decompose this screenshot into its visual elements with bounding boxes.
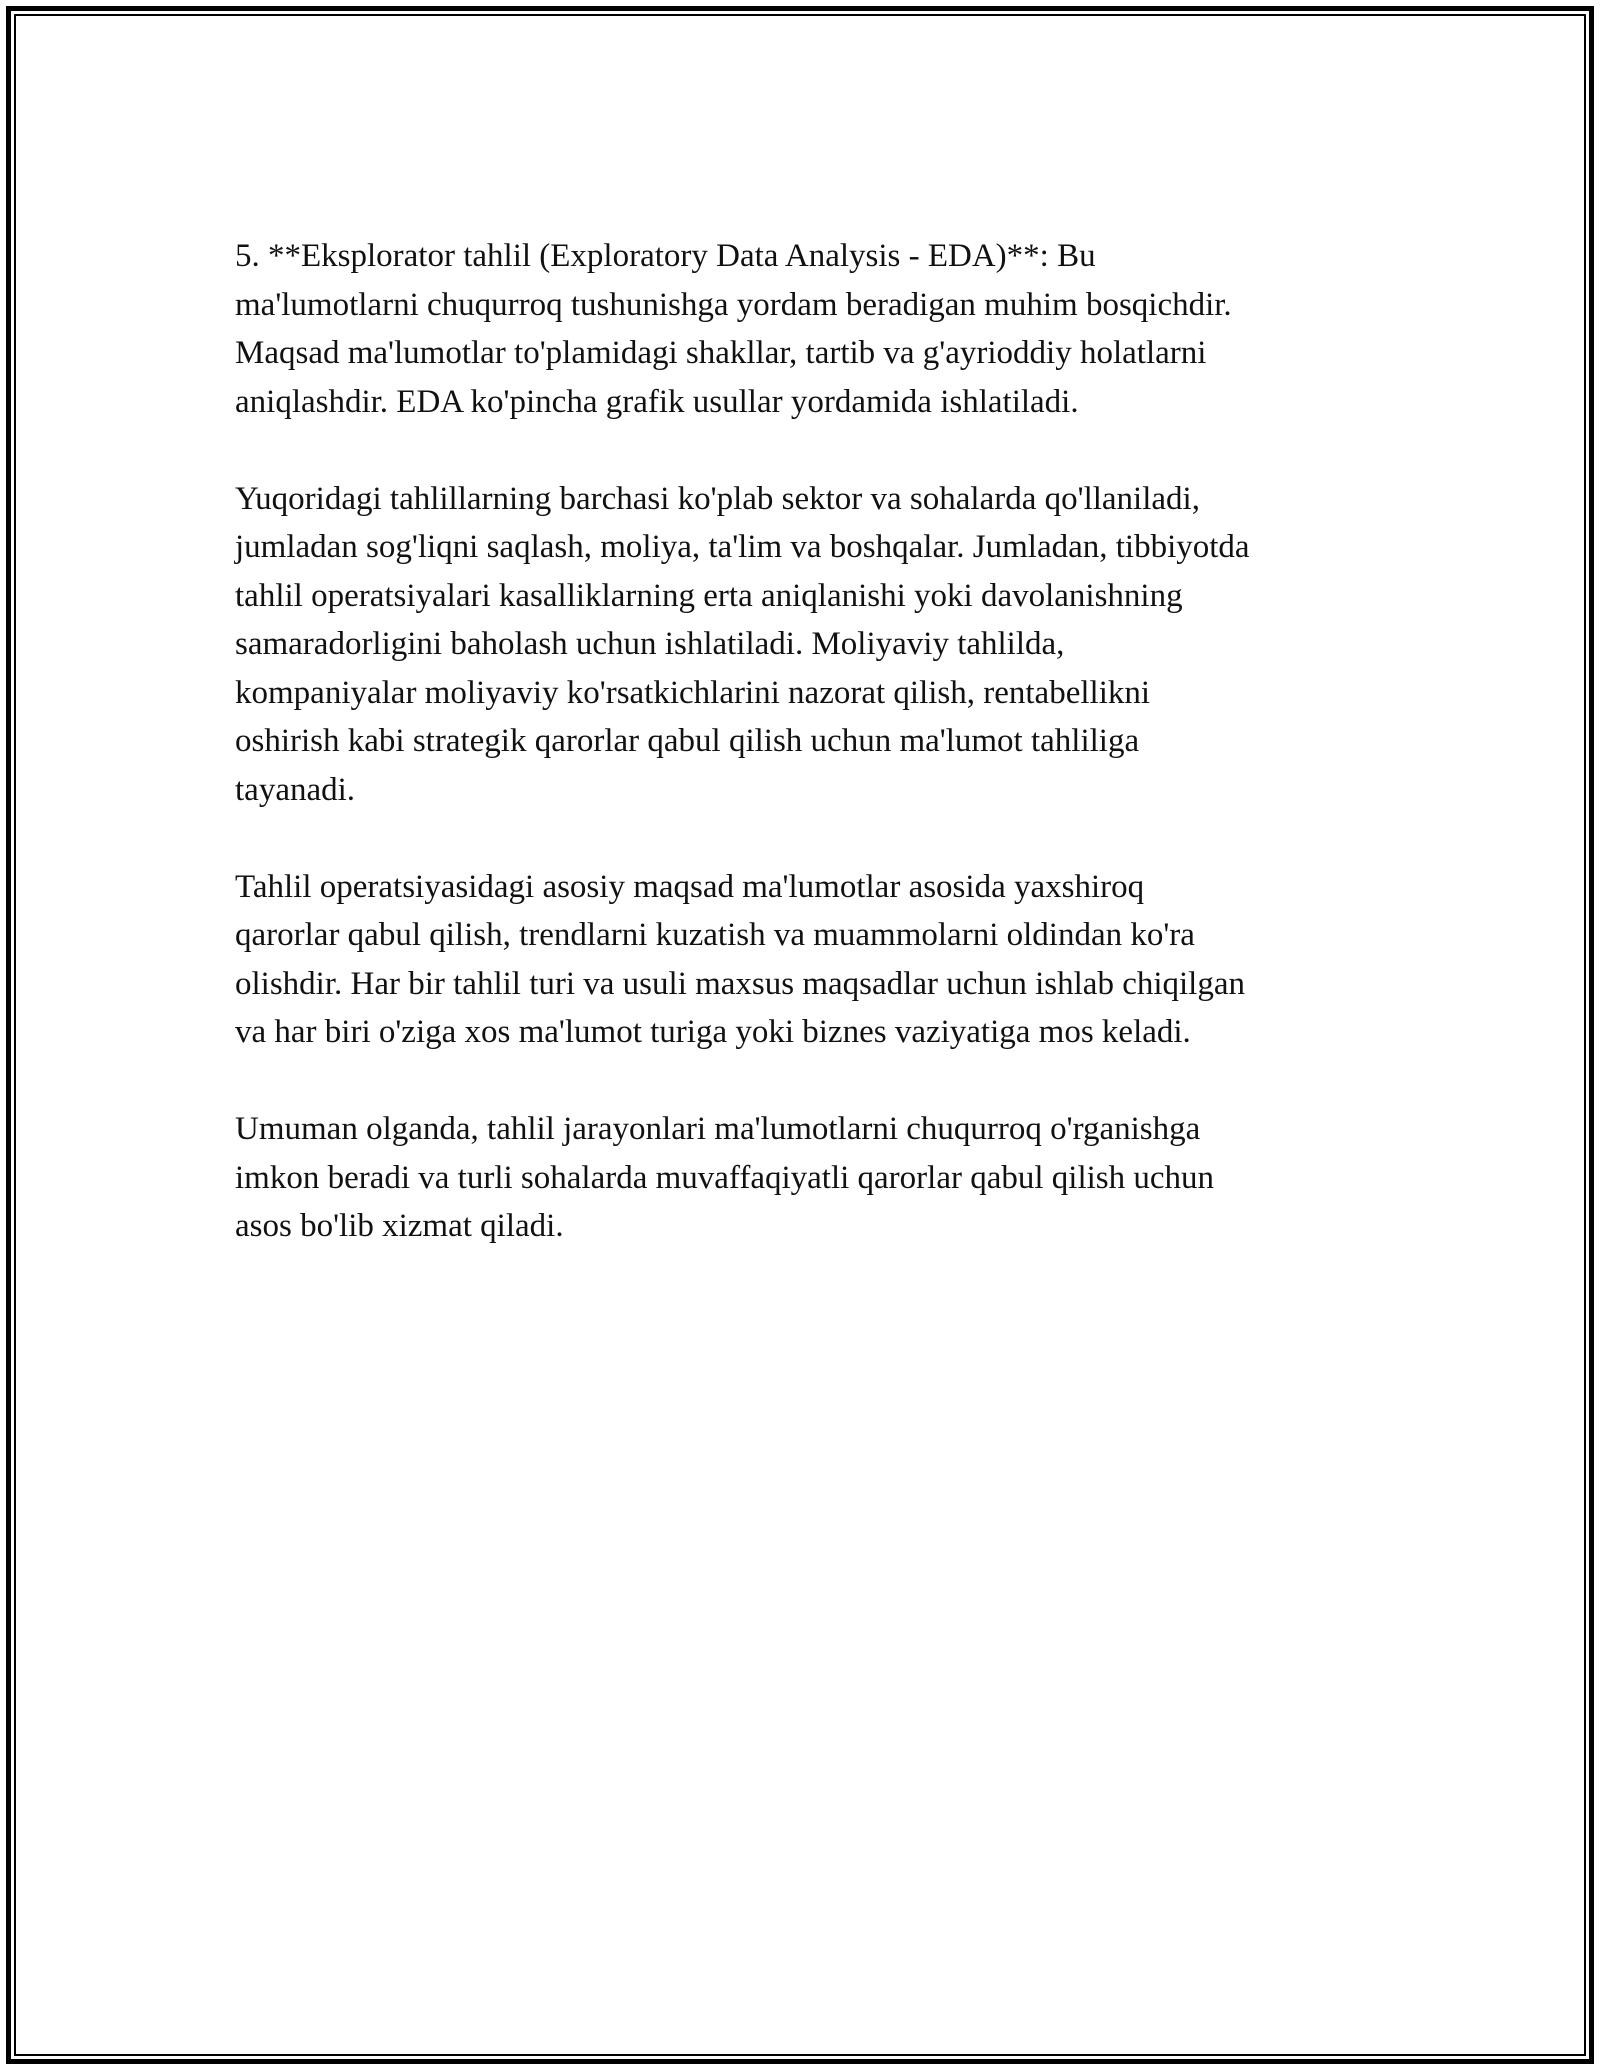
paragraph-conclusion: Umuman olganda, tahlil jarayonlari ma'lumotlarni chuqurroq o'rganishga imkon beradi va turli sohalarda muvaffaqiyatli qarorlar qabul qilish uchun asos bo'lib xizmat qiladi. xyxy=(235,1111,1215,1244)
paragraph-eda: 5. **Eksplorator tahlil (Exploratory Data Analysis - EDA)**: Bu ma'lumotlarni chuqurroq tushunishga yordam beradigan muhim bosqichdir. Maqsad ma'lumotlar to'plamidagi shakllar, tartib va g'ayrioddiy holatlarni aniqlashdir. EDA ko'pincha grafik usullar yordamida ishlatiladi. xyxy=(235,238,1232,420)
document-body xyxy=(235,232,1385,1299)
paragraph-applications: Yuqoridagi tahlillarning barchasi ko'plab sektor va sohalarda qo'llaniladi, jumladan sog'liqni saqlash, moliya, ta'lim va boshqalar. Jumladan, tibbiyotda tahlil operatsiyalari kasalliklarning erta aniqlanishi yoki davolanishning samaradorligini baholash uchun ishlatiladi. Moliyaviy tahlilda, kompaniyalar moliyaviy ko'rsatkichlarini nazorat qilish, rentabellikni oshirish kabi strategik qarorlar qabul qilish uchun ma'lumot tahliliga tayanadi. xyxy=(235,480,1250,808)
paragraph-goal: Tahlil operatsiyasidagi asosiy maqsad ma'lumotlar asosida yaxshiroq qarorlar qabul qilish, trendlarni kuzatish va muammolarni oldindan ko'ra olishdir. Har bir tahlil turi va usuli maxsus maqsadlar uchun ishlab chiqilgan va har biri o'ziga xos ma'lumot turiga yoki biznes vaziyatiga mos keladi. xyxy=(235,868,1245,1050)
